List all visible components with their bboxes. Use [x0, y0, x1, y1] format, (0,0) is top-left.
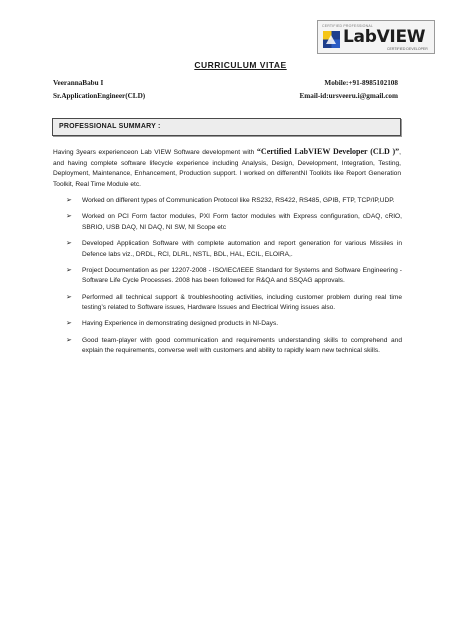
document-title: CURRICULUM VITAE — [194, 60, 287, 70]
bullet-text: Project Documentation as per 12207-2008 - ISO/IEC/IEEE Standard for Systems and Software Engineering - Software Life Cycle Processes. 2008 has been followed for R&QA and SSQAG approvals. — [82, 266, 402, 285]
summary-text-start: Having 3years experienceon Lab VIEW Software development with — [53, 149, 257, 156]
list-item — [66, 336, 402, 357]
summary-paragraph — [53, 147, 401, 190]
mobile-number: Mobile:+91-8985102108 — [324, 79, 398, 87]
list-item — [66, 239, 402, 260]
arrow-bullet-icon: ➢ — [66, 197, 72, 204]
arrow-bullet-icon: ➢ — [66, 213, 72, 221]
bullet-text: Performed all technical support & troubleshooting activities, including customer problem during real time testing’s related to Software issues, Hardware Issues and Electrical Wiring issues also. — [82, 293, 402, 312]
list-item — [66, 196, 402, 207]
summary-developer: Developer (CLD )” — [332, 147, 400, 156]
list-item — [66, 293, 402, 314]
email-address: Email-id:ursveeru.i@gmail.com — [299, 92, 398, 100]
logo-brand-text: LabVIEW — [343, 27, 426, 47]
list-item — [66, 212, 402, 233]
bullet-text: Developed Application Software with complete automation and report generation for various Missiles in Defence labs viz., DRDL, RCI, DLRL, NSTL, BDL, HAL, ECIL, ELOIRA,. — [82, 239, 402, 258]
logo-top-text: CERTIFIED PROFESSIONAL — [322, 24, 374, 28]
summary-bullet-list — [66, 196, 402, 362]
summary-text-end: , and having complete software lifecycle experience including Analysis, Design, Development, Integration, Testing, Deployment, Maintenance, Enhancement, Production support. I worked on differentNI Toolkits like Report Generation Toolkit, Real Time Module etc. — [53, 149, 402, 188]
candidate-name: VeerannaBabu I — [53, 79, 104, 87]
bullet-text: Good team-player with good communication and requirements understanding skills to comprehend and explain the requirements, converse well with customers and ability to rapidly learn new technical skills. — [82, 336, 402, 355]
list-item — [66, 266, 402, 287]
bullet-text: Having Experience in demonstrating designed products in NI-Days. — [82, 320, 279, 328]
summary-certification: “Certified LabVIEW — [256, 147, 331, 156]
section-heading-label: PROFESSIONAL SUMMARY : — [59, 123, 161, 130]
arrow-bullet-icon: ➢ — [66, 336, 72, 344]
arrow-bullet-icon: ➢ — [66, 266, 72, 274]
arrow-bullet-icon: ➢ — [66, 293, 72, 301]
section-heading-professional-summary — [52, 118, 401, 136]
bullet-text: Worked on different types of Communication Protocol like RS232, RS422, RS485, GPIB, FTP, TCP/IP,UDP. — [82, 197, 395, 204]
list-item — [66, 319, 402, 330]
arrow-bullet-icon: ➢ — [66, 239, 72, 247]
logo-sub-text: CERTIFIED DEVELOPER — [387, 47, 428, 51]
candidate-role: Sr.ApplicationEngineer(CLD) — [53, 92, 146, 100]
labview-certification-logo — [317, 20, 435, 54]
arrow-bullet-icon: ➢ — [66, 320, 72, 328]
bullet-text: Worked on PCI Form factor modules, PXI Form factor modules with Express configuration, cDAQ, cRIO, SBRIO, USB DAQ, NI DAQ, NI SW, NI Scope etc — [82, 213, 402, 231]
labview-emblem-icon — [323, 31, 340, 48]
